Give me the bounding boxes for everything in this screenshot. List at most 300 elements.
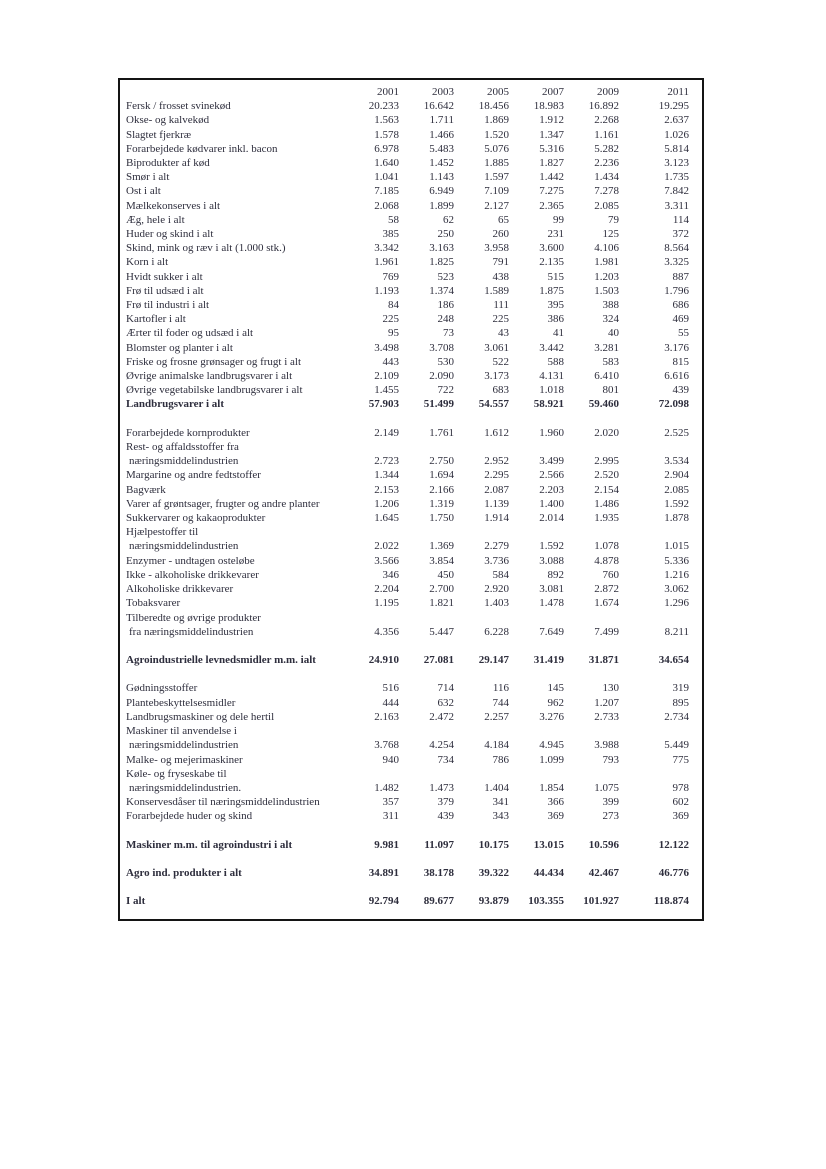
cell-value: 72.098 (658, 398, 689, 411)
row-label: Tilberedte og øvrige produkter (126, 611, 261, 624)
cell-value: 4.254 (429, 739, 454, 752)
cell-value: 2.566 (539, 469, 564, 482)
cell-value: 1.899 (429, 199, 454, 212)
table-row (126, 483, 689, 497)
row-label: Gødningsstoffer (126, 682, 198, 695)
cell-value: 2.236 (594, 157, 619, 170)
cell-value: 686 (672, 299, 689, 312)
cell-value: 1.821 (429, 597, 454, 610)
cell-value: 2.472 (429, 710, 454, 723)
table-row (126, 795, 689, 809)
cell-value: 1.015 (664, 540, 689, 553)
cell-value: 385 (382, 228, 399, 241)
cell-value: 29.147 (478, 654, 509, 667)
cell-value: 2.295 (484, 469, 509, 482)
cell-value (619, 724, 689, 738)
row-label: Frø til industri i alt (126, 299, 210, 312)
cell-value: 714 (437, 682, 454, 695)
cell-value: 1.473 (429, 781, 454, 794)
cell-value: 1.206 (374, 497, 399, 510)
cell-value: 46.776 (658, 867, 689, 880)
row-label: Ikke - alkoholiske drikkevarer (126, 568, 259, 581)
table-row (126, 611, 689, 625)
row-label: Mælkekonserves i alt (126, 199, 221, 212)
export-statistics-table (126, 85, 689, 909)
cell-value (352, 767, 399, 781)
cell-value: 260 (492, 228, 509, 241)
table-row (126, 270, 689, 284)
cell-value: 346 (382, 568, 399, 581)
cell-value: 1.344 (374, 469, 399, 482)
cell-value: 42.467 (588, 867, 619, 880)
cell-value: 1.400 (539, 497, 564, 510)
cell-value: 962 (547, 696, 564, 709)
table-row (126, 753, 689, 767)
table-row (126, 525, 689, 539)
cell-value: 887 (672, 270, 689, 283)
cell-value: 386 (547, 313, 564, 326)
row-label: Konservesdåser til næringsmiddelindustrien (126, 796, 320, 809)
cell-value: 5.449 (664, 739, 689, 752)
row-label: Forarbejdede huder og skind (126, 810, 253, 823)
cell-value: 6.410 (594, 370, 619, 383)
total-row (126, 894, 689, 908)
cell-value: 20.233 (368, 100, 399, 113)
cell-value: 40 (608, 327, 619, 340)
cell-value: 522 (492, 355, 509, 368)
cell-value: 1.854 (539, 781, 564, 794)
cell-value: 34.891 (368, 867, 399, 880)
spacer-cell (126, 667, 689, 681)
table-row (126, 596, 689, 610)
cell-value: 1.503 (594, 284, 619, 297)
row-label: Korn i alt (126, 256, 169, 269)
cell-value (352, 440, 399, 454)
table-row (126, 681, 689, 695)
year-column-header: 2011 (667, 86, 689, 98)
cell-value: 1.466 (429, 128, 454, 141)
cell-value (454, 525, 509, 539)
cell-value: 1.403 (484, 597, 509, 610)
cell-value: 118.874 (653, 895, 689, 908)
cell-value: 1.452 (429, 157, 454, 170)
cell-value: 8.211 (664, 625, 689, 638)
cell-value: 99 (553, 213, 564, 226)
cell-value: 1.875 (539, 284, 564, 297)
cell-value: 1.563 (374, 114, 399, 127)
cell-value: 978 (672, 781, 689, 794)
cell-value: 79 (608, 213, 619, 226)
cell-value: 186 (437, 299, 454, 312)
row-label: Kartofler i alt (126, 313, 186, 326)
cell-value: 2.020 (594, 426, 619, 439)
cell-value: 16.642 (423, 100, 454, 113)
cell-value: 1.486 (594, 497, 619, 510)
cell-value: 2.068 (374, 199, 399, 212)
cell-value: 44.434 (533, 867, 564, 880)
table-row (126, 199, 689, 213)
table-row (126, 710, 689, 724)
cell-value: 2.154 (594, 483, 619, 496)
spacer-row (126, 412, 689, 426)
row-label: Agro ind. produkter i alt (126, 867, 242, 880)
spacer-row (126, 667, 689, 681)
total-row (126, 866, 689, 880)
row-label: Skind, mink og ræv i alt (1.000 stk.) (126, 242, 286, 255)
cell-value: 311 (382, 810, 399, 823)
cell-value: 1.078 (594, 540, 619, 553)
row-label: Slagtet fjerkræ (126, 128, 192, 141)
cell-value: 469 (672, 313, 689, 326)
cell-value: 632 (437, 696, 454, 709)
cell-value: 34.654 (658, 654, 689, 667)
cell-value: 439 (437, 810, 454, 823)
cell-value: 8.564 (664, 242, 689, 255)
cell-value: 1.195 (374, 597, 399, 610)
cell-value: 3.325 (664, 256, 689, 269)
cell-value: 5.282 (594, 142, 619, 155)
cell-value: 1.520 (484, 128, 509, 141)
row-label: Ærter til foder og udsæd i alt (126, 327, 254, 340)
cell-value: 379 (437, 796, 454, 809)
cell-value: 4.945 (539, 739, 564, 752)
row-label: Friske og frosne grønsager og frugt i alt (126, 355, 302, 368)
spacer-row (126, 824, 689, 838)
cell-value: 1.796 (664, 284, 689, 297)
cell-value: 2.268 (594, 114, 619, 127)
cell-value (399, 525, 454, 539)
cell-value: 892 (547, 568, 564, 581)
table-row (126, 539, 689, 553)
cell-value: 1.640 (374, 157, 399, 170)
cell-value: 3.498 (374, 341, 399, 354)
cell-value: 5.447 (429, 625, 454, 638)
cell-value: 1.347 (539, 128, 564, 141)
cell-value: 1.075 (594, 781, 619, 794)
cell-value (454, 724, 509, 738)
cell-value: 734 (437, 753, 454, 766)
cell-value: 1.139 (484, 497, 509, 510)
cell-value: 27.081 (423, 654, 454, 667)
cell-value: 38.178 (423, 867, 454, 880)
cell-value: 19.295 (658, 100, 689, 113)
cell-value: 395 (547, 299, 564, 312)
cell-value: 1.143 (429, 171, 454, 184)
cell-value (509, 440, 564, 454)
cell-value (564, 611, 619, 625)
row-label: Enzymer - undtagen osteløbe (126, 554, 255, 567)
table-row (126, 142, 689, 156)
cell-value: 125 (602, 228, 619, 241)
cell-value: 1.750 (429, 512, 454, 525)
cell-value (509, 724, 564, 738)
cell-value: 2.127 (484, 199, 509, 212)
spacer-row (126, 639, 689, 653)
cell-value (619, 611, 689, 625)
cell-value: 130 (602, 682, 619, 695)
cell-value: 1.694 (429, 469, 454, 482)
cell-value: 1.827 (539, 157, 564, 170)
cell-value: 2.750 (429, 455, 454, 468)
cell-value (509, 767, 564, 781)
cell-value: 523 (437, 270, 454, 283)
cell-value: 1.455 (374, 384, 399, 397)
cell-value: 2.135 (539, 256, 564, 269)
cell-value: 940 (382, 753, 399, 766)
cell-value: 3.311 (664, 199, 689, 212)
table-row (126, 440, 689, 454)
row-label: Malke- og mejerimaskiner (126, 753, 243, 766)
table-row (126, 156, 689, 170)
cell-value: 439 (672, 384, 689, 397)
cell-value: 3.123 (664, 157, 689, 170)
cell-value: 4.184 (484, 739, 509, 752)
row-label: Landbrugsvarer i alt (126, 398, 224, 411)
row-label: Maskiner til anvendelse i (126, 725, 237, 738)
cell-value: 588 (547, 355, 564, 368)
row-label: Smør i alt (126, 171, 170, 184)
cell-value: 2.109 (374, 370, 399, 383)
row-label: Fersk / frosset svinekød (126, 100, 231, 113)
cell-value: 1.912 (539, 114, 564, 127)
row-label: Huder og skind i alt (126, 228, 214, 241)
cell-value: 1.193 (374, 284, 399, 297)
row-label: fra næringsmiddelindustrien (129, 625, 254, 638)
cell-value: 343 (492, 810, 509, 823)
year-column-header: 2005 (487, 86, 509, 98)
cell-value: 2.733 (594, 710, 619, 723)
cell-value: 515 (547, 270, 564, 283)
cell-value: 366 (547, 796, 564, 809)
cell-value (564, 525, 619, 539)
cell-value: 4.131 (539, 370, 564, 383)
cell-value: 1.099 (539, 753, 564, 766)
cell-value: 5.814 (664, 142, 689, 155)
table-row (126, 255, 689, 269)
row-label: Tobaksvarer (126, 597, 181, 610)
cell-value: 683 (492, 384, 509, 397)
row-label: Forarbejdede kødvarer inkl. bacon (126, 142, 278, 155)
header-empty-cell (126, 85, 352, 99)
row-label: Maskiner m.m. til agroindustri i alt (126, 838, 293, 851)
cell-value: 55 (678, 327, 689, 340)
spacer-cell (126, 412, 689, 426)
cell-value: 895 (672, 696, 689, 709)
cell-value: 6.949 (429, 185, 454, 198)
cell-value: 357 (382, 796, 399, 809)
cell-value: 2.257 (484, 710, 509, 723)
cell-value: 58.921 (533, 398, 564, 411)
cell-value: 602 (672, 796, 689, 809)
cell-value (399, 724, 454, 738)
cell-value (399, 611, 454, 625)
cell-value: 3.600 (539, 242, 564, 255)
cell-value: 3.081 (539, 583, 564, 596)
statistics-table-frame (118, 78, 704, 921)
cell-value: 2.279 (484, 540, 509, 553)
row-label: næringsmiddelindustrien. (129, 781, 242, 794)
cell-value: 4.878 (594, 554, 619, 567)
cell-value: 1.374 (429, 284, 454, 297)
cell-value: 3.062 (664, 583, 689, 596)
cell-value: 2.872 (594, 583, 619, 596)
cell-value: 791 (492, 256, 509, 269)
cell-value: 84 (388, 299, 399, 312)
cell-value: 248 (437, 313, 454, 326)
row-label: Rest- og affaldsstoffer fra (126, 441, 239, 454)
table-row (126, 227, 689, 241)
cell-value: 3.708 (429, 341, 454, 354)
row-label: Varer af grøntsager, frugter og andre planter (126, 497, 320, 510)
total-row (126, 838, 689, 852)
cell-value: 2.090 (429, 370, 454, 383)
cell-value: 1.761 (429, 426, 454, 439)
cell-value: 786 (492, 753, 509, 766)
cell-value: 2.203 (539, 483, 564, 496)
cell-value: 2.087 (484, 483, 509, 496)
table-row (126, 355, 689, 369)
cell-value: 3.342 (374, 242, 399, 255)
row-label: Hjælpestoffer til (126, 526, 199, 539)
table-row (126, 696, 689, 710)
cell-value: 4.356 (374, 625, 399, 638)
cell-value: 450 (437, 568, 454, 581)
cell-value: 341 (492, 796, 509, 809)
row-label: næringsmiddelindustrien (129, 540, 239, 553)
cell-value: 31.871 (588, 654, 619, 667)
cell-value: 3.163 (429, 242, 454, 255)
cell-value: 9.981 (374, 838, 399, 851)
cell-value: 7.109 (484, 185, 509, 198)
cell-value: 3.566 (374, 554, 399, 567)
cell-value: 769 (382, 270, 399, 283)
row-label: Blomster og planter i alt (126, 341, 233, 354)
cell-value: 1.869 (484, 114, 509, 127)
spacer-cell (126, 824, 689, 838)
cell-value: 444 (382, 696, 399, 709)
cell-value: 3.176 (664, 341, 689, 354)
cell-value: 388 (602, 299, 619, 312)
row-label: Æg, hele i alt (126, 213, 185, 226)
cell-value: 1.935 (594, 512, 619, 525)
cell-value: 1.674 (594, 597, 619, 610)
cell-value (399, 767, 454, 781)
cell-value: 225 (382, 313, 399, 326)
cell-value (619, 525, 689, 539)
table-row (126, 213, 689, 227)
cell-value: 1.914 (484, 512, 509, 525)
row-label: Okse- og kalvekød (126, 114, 210, 127)
cell-value: 1.478 (539, 597, 564, 610)
cell-value: 2.995 (594, 455, 619, 468)
table-row (126, 128, 689, 142)
row-label: I alt (126, 895, 146, 908)
table-row (126, 582, 689, 596)
year-column-header: 2007 (542, 86, 564, 98)
table-row (126, 724, 689, 738)
cell-value: 39.322 (478, 867, 509, 880)
row-label: Landbrugsmaskiner og dele hertil (126, 710, 275, 723)
cell-value: 3.499 (539, 455, 564, 468)
cell-value (352, 724, 399, 738)
cell-value: 1.018 (539, 384, 564, 397)
cell-value: 775 (672, 753, 689, 766)
cell-value: 1.442 (539, 171, 564, 184)
cell-value: 12.122 (658, 838, 689, 851)
year-column-header: 2003 (432, 86, 454, 98)
cell-value: 1.203 (594, 270, 619, 283)
row-label: Hvidt sukker i alt (126, 270, 203, 283)
table-row (126, 369, 689, 383)
cell-value: 2.149 (374, 426, 399, 439)
cell-value: 58 (388, 213, 399, 226)
row-label: Forarbejdede kornprodukter (126, 426, 250, 439)
cell-value: 2.365 (539, 199, 564, 212)
cell-value: 95 (388, 327, 399, 340)
cell-value (352, 525, 399, 539)
cell-value (399, 440, 454, 454)
table-row (126, 738, 689, 752)
cell-value: 3.768 (374, 739, 399, 752)
cell-value (454, 611, 509, 625)
table-row (126, 341, 689, 355)
cell-value: 369 (547, 810, 564, 823)
cell-value: 3.276 (539, 710, 564, 723)
table-row (126, 241, 689, 255)
cell-value: 3.281 (594, 341, 619, 354)
cell-value: 6.228 (484, 625, 509, 638)
cell-value: 10.175 (478, 838, 509, 851)
cell-value: 24.910 (368, 654, 399, 667)
cell-value: 1.026 (664, 128, 689, 141)
cell-value: 59.460 (588, 398, 619, 411)
table-row (126, 511, 689, 525)
row-label: næringsmiddelindustrien (129, 739, 239, 752)
cell-value: 3.061 (484, 341, 509, 354)
row-label: Margarine og andre fedtstoffer (126, 469, 261, 482)
row-label: næringsmiddelindustrien (129, 455, 239, 468)
cell-value: 41 (553, 327, 564, 340)
cell-value: 3.173 (484, 370, 509, 383)
cell-value: 273 (602, 810, 619, 823)
spacer-cell (126, 880, 689, 894)
cell-value: 3.088 (539, 554, 564, 567)
row-label: Ost i alt (126, 185, 161, 198)
cell-value: 1.961 (374, 256, 399, 269)
cell-value: 1.161 (594, 128, 619, 141)
table-row (126, 170, 689, 184)
row-label: Frø til udsæd i alt (126, 284, 204, 297)
cell-value: 1.612 (484, 426, 509, 439)
cell-value: 225 (492, 313, 509, 326)
cell-value: 231 (547, 228, 564, 241)
cell-value: 7.185 (374, 185, 399, 198)
cell-value: 1.592 (539, 540, 564, 553)
cell-value (564, 724, 619, 738)
row-label: Sukkervarer og kakaoprodukter (126, 512, 266, 525)
cell-value: 2.920 (484, 583, 509, 596)
cell-value: 1.404 (484, 781, 509, 794)
cell-value: 2.525 (664, 426, 689, 439)
cell-value: 2.085 (664, 483, 689, 496)
cell-value (509, 525, 564, 539)
cell-value: 1.592 (664, 497, 689, 510)
cell-value: 2.637 (664, 114, 689, 127)
cell-value: 722 (437, 384, 454, 397)
cell-value (619, 767, 689, 781)
cell-value: 18.456 (478, 100, 509, 113)
row-label: Biprodukter af kød (126, 157, 210, 170)
